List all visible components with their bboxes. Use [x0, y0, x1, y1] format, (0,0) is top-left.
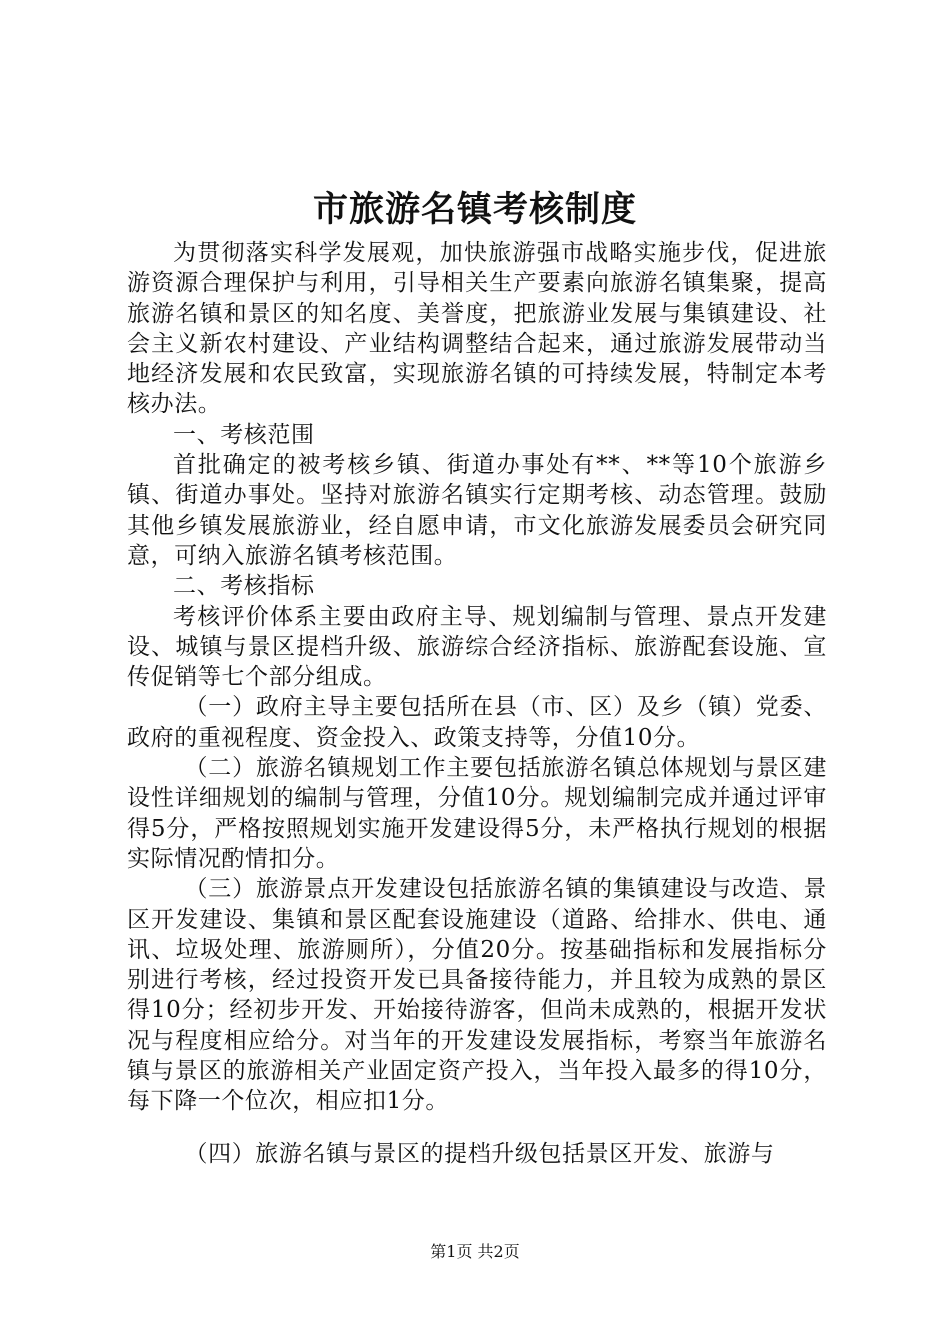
document-body: [127, 238, 827, 1169]
scope-paragraph: 首批确定的被考核乡镇、街道办事处有**、**等10个旅游乡镇、街道办事处。坚持对旅游名镇实行定期考核、动态管理。鼓励其他乡镇发展旅游业，经自愿申请，市文化旅游发展委员会研究同意，可纳入旅游名镇考核范围。: [127, 452, 827, 569]
document-title: 市旅游名镇考核制度: [312, 189, 637, 230]
indicators-overview-paragraph: 考核评价体系主要由政府主导、规划编制与管理、景点开发建设、城镇与景区提档升级、旅游综合经济指标、旅游配套设施、宣传促销等七个部分组成。: [127, 603, 827, 691]
item-2-paragraph: （二）旅游名镇规划工作主要包括旅游名镇总体规划与景区建设性详细规划的编制与管理，分值10分。规划编制完成并通过评审得5分，严格按照规划实施开发建设得5分，未严格执行规划的根据实际情况酌情扣分。: [127, 755, 827, 872]
page-footer: 第1页 共2页: [430, 1242, 520, 1261]
section-heading-scope: 一、考核范围: [173, 421, 315, 448]
item-3-paragraph: （三）旅游景点开发建设包括旅游名镇的集镇建设与改造、景区开发建设、集镇和景区配套设施建设（道路、给排水、供电、通讯、垃圾处理、旅游厕所），分值20分。按基础指标和发展指标分别进行考核，经过投资开发已具备接待能力，并且较为成熟的景区得10分；经初步开发、开始接待游客，但尚未成熟的，根据开发状况与程度相应给分。对当年的开发建设发展指标，考察当年旅游名镇与景区的旅游相关产业固定资产投入，当年投入最多的得10分，每下降一个位次，相应扣1分。: [127, 876, 827, 1115]
section-heading-indicators: 二、考核指标: [173, 573, 315, 600]
paragraph-gap: [127, 1117, 827, 1139]
item-4-paragraph: （四）旅游名镇与景区的提档升级包括景区开发、旅游与: [184, 1140, 775, 1167]
item-1-paragraph: （一）政府主导主要包括所在县（市、区）及乡（镇）党委、政府的重视程度、资金投入、政策支持等，分值10分。: [127, 694, 827, 751]
intro-paragraph: 为贯彻落实科学发展观，加快旅游强市战略实施步伐，促进旅游资源合理保护与利用，引导相关生产要素向旅游名镇集聚，提高旅游名镇和景区的知名度、美誉度，把旅游业发展与集镇建设、社会主义新农村建设、产业结构调整结合起来，通过旅游发展带动当地经济发展和农民致富，实现旅游名镇的可持续发展，特制定本考核办法。: [127, 240, 827, 418]
